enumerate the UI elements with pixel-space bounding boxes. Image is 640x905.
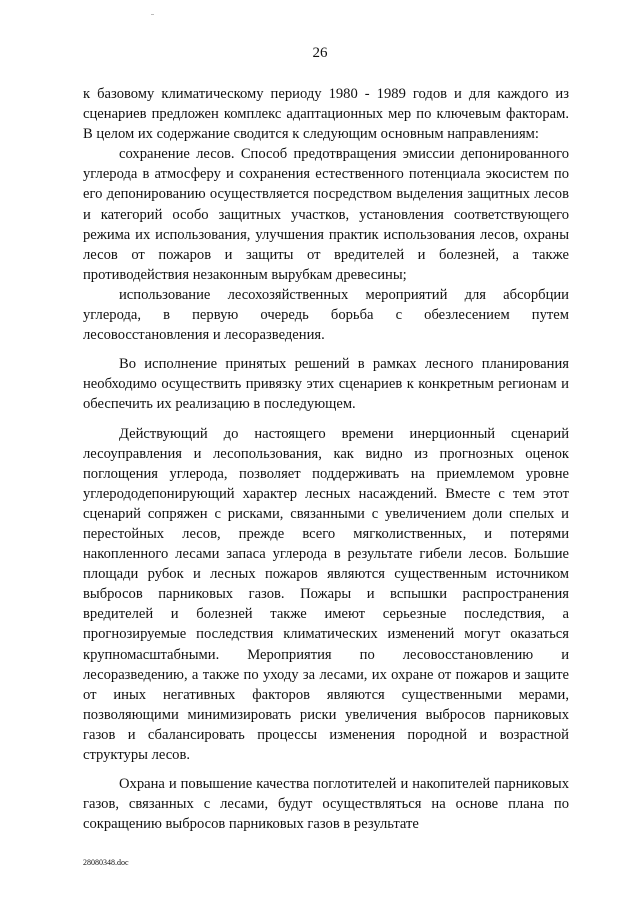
paragraph-inertial-scenario: Действующий до настоящего времени инерционный сценарий лесоуправления и лесопользования, как видно из прогнозных оценок поглощения углерода, позволяет поддерживать на приемлемом уровне углерододепонирующий характер лесных насаждений. Вместе с тем этот сценарий сопряжен с рисками, связанными с увеличением доли спелых и перестойных лесов, прежде всего мягколиственных, и потерями накопленного лесами запаса углерода в результате гибели лесов. Большие площади рубок и лесных пожаров являются существенным источником выбросов парниковых газов. Пожары и вспышки распространения вредителей и болезней также имеют серьезные последствия, а прогнозируемые последствия климатических изменений могут оказаться крупномасштабными. Мероприятия по лесовосстановлению и лесоразведению, а также по уходу за лесами, их охране от пожаров и защите от иных негативных факторов являются существенными мерами, позволяющими минимизировать риски увеличения выбросов парниковых газов и сбалансировать процессы изменения породной и возрастной структуры лесов.: [83, 425, 569, 763]
paragraph-forest-conservation: сохранение лесов. Способ предотвращения эмиссии депонированного углерода в атмосферу и сохранения естественного потенциала экосистем по его депонированию осуществляется посредством выделения защитных лесов и категорий особо защитных участков, установления соответствующего режима их использования, улучшения практик использования лесов, охраны лесов от пожаров и защиты от вредителей и болезней, а также противодействия незаконным вырубкам древесины;: [83, 146, 569, 283]
paragraph-intro: к базовому климатическому периоду 1980 - 1989 годов и для каждого из сценариев предложен комплекс адаптационных мер по ключевым факторам. В целом их содержание сводится к следующим основным направлениям:: [83, 86, 569, 143]
paragraph-forestry-measures: использование лесохозяйственных мероприятий для абсорбции углерода, в первую очередь борьба с обезлесением путем лесовосстановления и лесоразведения.: [83, 286, 569, 344]
paragraph-regional-planning: Во исполнение принятых решений в рамках лесного планирования необходимо осуществить привязку этих сценариев к конкретным регионам и обеспечить их реализацию в последующем.: [83, 356, 569, 413]
paragraph-sink-protection: Охрана и повышение качества поглотителей и накопителей парниковых газов, связанных с лесами, будут осуществляться на основе плана по сокращению выбросов парниковых газов в результате: [83, 776, 569, 833]
scan-artifact: [151, 14, 154, 15]
document-body: [83, 84, 569, 834]
footer-filename: 28080348.doc: [83, 858, 129, 867]
page-number: 26: [312, 45, 328, 61]
